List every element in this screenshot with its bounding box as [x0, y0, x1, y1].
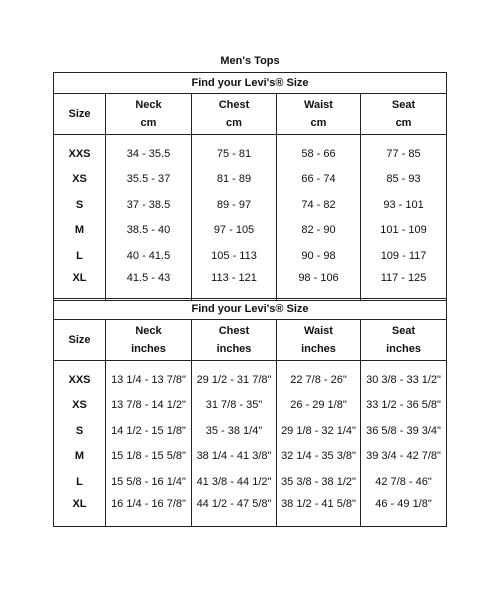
chest-value: 113 - 121 — [192, 269, 277, 301]
seat-value: 42 7/8 - 46" — [361, 469, 447, 495]
column-header-waist — [277, 320, 361, 361]
waist-value: 38 1/2 - 41 5/8" — [277, 495, 361, 527]
column-header-neck — [106, 94, 192, 135]
seat-value: 77 - 85 — [361, 135, 447, 167]
column-unit: cm — [395, 117, 412, 129]
chest-value: 81 - 89 — [192, 167, 277, 193]
size-label: S — [54, 192, 106, 218]
neck-value: 15 1/8 - 15 5/8" — [106, 444, 192, 470]
seat-value: 93 - 101 — [361, 192, 447, 218]
column-name: Seat — [391, 99, 416, 111]
table-row — [54, 167, 447, 193]
size-label: XS — [54, 167, 106, 193]
column-unit: inches — [301, 343, 336, 355]
chest-value: 35 - 38 1/4" — [192, 418, 277, 444]
size-label: L — [54, 469, 106, 495]
waist-value: 90 - 98 — [277, 243, 361, 269]
column-name: Chest — [218, 99, 250, 111]
column-name: Chest — [218, 325, 250, 337]
size-label: M — [54, 444, 106, 470]
size-label: L — [54, 243, 106, 269]
size-label: XXS — [54, 361, 106, 393]
column-name: Waist — [304, 99, 333, 111]
column-name: Neck — [135, 99, 162, 111]
waist-value: 35 3/8 - 38 1/2" — [277, 469, 361, 495]
column-unit: inches — [131, 343, 166, 355]
seat-value: 33 1/2 - 36 5/8" — [361, 393, 447, 419]
size-column-header: Size — [54, 94, 106, 135]
column-name: Seat — [391, 325, 416, 337]
size-table-inches — [53, 298, 447, 527]
table-row — [54, 495, 447, 527]
table-row — [54, 243, 447, 269]
column-header-chest — [192, 320, 277, 361]
column-header-seat — [361, 320, 447, 361]
seat-value: 39 3/4 - 42 7/8" — [361, 444, 447, 470]
neck-value: 37 - 38.5 — [106, 192, 192, 218]
size-label: XS — [54, 393, 106, 419]
neck-value: 16 1/4 - 16 7/8" — [106, 495, 192, 527]
neck-value: 15 5/8 - 16 1/4" — [106, 469, 192, 495]
chest-value: 89 - 97 — [192, 192, 277, 218]
column-unit: cm — [226, 117, 242, 129]
waist-value: 66 - 74 — [277, 167, 361, 193]
column-header-chest — [192, 94, 277, 135]
neck-value: 13 7/8 - 14 1/2" — [106, 393, 192, 419]
size-table-cm — [53, 72, 447, 301]
neck-value: 40 - 41.5 — [106, 243, 192, 269]
size-label: XXS — [54, 135, 106, 167]
column-unit: cm — [140, 117, 157, 129]
table-row — [54, 444, 447, 470]
column-unit: inches — [386, 343, 421, 355]
waist-value: 98 - 106 — [277, 269, 361, 301]
column-header-waist — [277, 94, 361, 135]
chest-value: 44 1/2 - 47 5/8" — [192, 495, 277, 527]
seat-value: 101 - 109 — [361, 218, 447, 244]
seat-value: 30 3/8 - 33 1/2" — [361, 361, 447, 393]
waist-value: 32 1/4 - 35 3/8" — [277, 444, 361, 470]
size-label: XL — [54, 495, 106, 527]
waist-value: 29 1/8 - 32 1/4" — [277, 418, 361, 444]
seat-value: 109 - 117 — [361, 243, 447, 269]
waist-value: 58 - 66 — [277, 135, 361, 167]
seat-value: 117 - 125 — [361, 269, 447, 301]
neck-value: 13 1/4 - 13 7/8" — [106, 361, 192, 393]
table-row — [54, 418, 447, 444]
neck-value: 41.5 - 43 — [106, 269, 192, 301]
seat-value: 85 - 93 — [361, 167, 447, 193]
seat-value: 36 5/8 - 39 3/4" — [361, 418, 447, 444]
column-name: Waist — [304, 325, 333, 337]
chest-value: 97 - 105 — [192, 218, 277, 244]
waist-value: 26 - 29 1/8" — [277, 393, 361, 419]
table-heading: Find your Levi's® Size — [54, 299, 447, 320]
neck-value: 38.5 - 40 — [106, 218, 192, 244]
size-column-header: Size — [54, 320, 106, 361]
chest-value: 75 - 81 — [192, 135, 277, 167]
table-row — [54, 192, 447, 218]
table-row — [54, 469, 447, 495]
table-heading: Find your Levi's® Size — [54, 73, 447, 94]
column-header-seat — [361, 94, 447, 135]
waist-value: 22 7/8 - 26" — [277, 361, 361, 393]
waist-value: 82 - 90 — [277, 218, 361, 244]
chest-value: 29 1/2 - 31 7/8" — [192, 361, 277, 393]
waist-value: 74 - 82 — [277, 192, 361, 218]
column-unit: inches — [216, 343, 252, 355]
column-unit: cm — [310, 117, 327, 129]
column-name: Neck — [135, 325, 162, 337]
seat-value: 46 - 49 1/8" — [361, 495, 447, 527]
chest-value: 31 7/8 - 35" — [192, 393, 277, 419]
chest-value: 41 3/8 - 44 1/2" — [192, 469, 277, 495]
table-row — [54, 135, 447, 167]
table-row — [54, 269, 447, 301]
neck-value: 35.5 - 37 — [106, 167, 192, 193]
table-row — [54, 393, 447, 419]
neck-value: 14 1/2 - 15 1/8" — [106, 418, 192, 444]
neck-value: 34 - 35.5 — [106, 135, 192, 167]
size-label: S — [54, 418, 106, 444]
chest-value: 105 - 113 — [192, 243, 277, 269]
size-label: M — [54, 218, 106, 244]
size-label: XL — [54, 269, 106, 301]
chest-value: 38 1/4 - 41 3/8" — [192, 444, 277, 470]
table-row — [54, 361, 447, 393]
table-row — [54, 218, 447, 244]
page-title: Men's Tops — [220, 55, 280, 67]
column-header-neck — [106, 320, 192, 361]
